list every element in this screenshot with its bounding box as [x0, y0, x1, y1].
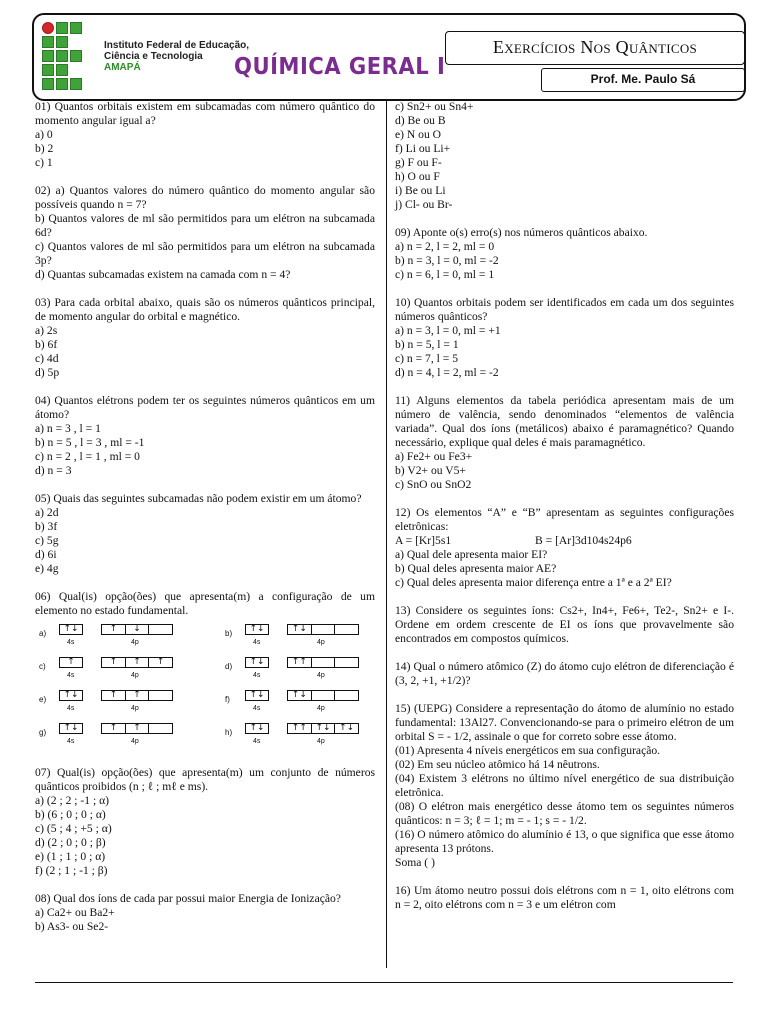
s-orbital-box [59, 624, 83, 635]
p-orbital-box [287, 690, 359, 701]
s-orbital-box [245, 690, 269, 701]
s-label: 4s [253, 672, 261, 679]
spin-arrows: ↑↓ [249, 657, 265, 667]
diagram-letter: b) [225, 629, 233, 638]
diagram-letter: d) [225, 662, 233, 671]
p-label: 4p [317, 738, 325, 745]
diagram-letter: e) [39, 695, 47, 704]
spin-arrows: ↓ [126, 625, 150, 634]
spin-arrows: ↑ [67, 657, 75, 667]
question-09: 09) Aponte o(s) erro(s) nos números quânticos abaixo. a) n = 2, l = 2, ml = 0 b) n = 3, l = 0, ml = -2 c) n = 6, l = 0, ml = 1 [395, 226, 648, 281]
question-03: 03) Para cada orbital abaixo, quais são os números quânticos principal, de momento angular do orbital e magnético. a) 2s b) 6f c) 4d d) 5p [35, 296, 375, 379]
p-label: 4p [317, 672, 325, 679]
spin-arrows [335, 625, 358, 634]
spin-arrows: ↑ [126, 691, 150, 700]
p-label: 4p [317, 705, 325, 712]
orbital-diagram-h [225, 723, 405, 747]
p-label: 4p [131, 639, 139, 646]
spin-arrows: ↑ [126, 658, 150, 667]
p-orbital-box [101, 723, 173, 734]
question-07: 07) Qual(is) opção(ões) que apresenta(m) um conjunto de números quânticos proibidos (n ; ℓ ; mℓ e ms). a) (2 ; 2 ; -1 ; α) b) (6 ; 0 ; 0 ; α) c) (5 ; 4 ; +5 ; α) d) (2 ; 0 ; 0 ; β) e) (1 ; 1 ; 0 ; α) f) (2 ; 1 ; -1 ; β) [35, 766, 375, 877]
professor-name: Prof. Me. Paulo Sá [541, 68, 745, 92]
question-14: 14) Qual o número atômico (Z) do átomo cujo elétron de diferenciação é (3, 2, +1, +1/2)? [395, 660, 734, 687]
spin-arrows: ↑ [126, 724, 150, 733]
p-label: 4p [317, 639, 325, 646]
s-orbital-box [245, 624, 269, 635]
p-orbital-box [101, 624, 173, 635]
question-10: 10) Quantos orbitais podem ser identificados em cada um dos seguintes números quânticos? a) n = 3, l = 0, ml = +1 b) n = 5, l = 1 c) n = 7, l = 5 d) n = 4, l = 2, ml = -2 [395, 296, 734, 379]
spin-arrows: ↑↓ [63, 690, 79, 700]
s-label: 4s [67, 672, 75, 679]
institute-logo [42, 22, 98, 98]
spin-arrows: ↑ [102, 724, 126, 733]
p-orbital-box [287, 624, 359, 635]
institute-line-3: AMAPÁ [104, 62, 141, 73]
s-orbital-box [245, 723, 269, 734]
spin-arrows: ↑ [102, 691, 126, 700]
orbital-diagram-c [39, 657, 219, 681]
p-orbital-box [101, 657, 173, 668]
orbital-diagram-f [225, 690, 405, 714]
spin-arrows: ↑↓ [63, 723, 79, 733]
orbital-diagram-e [39, 690, 219, 714]
spin-arrows: ↑↓ [288, 691, 312, 700]
question-04: 04) Quantos elétrons podem ter os seguintes números quânticos em um átomo? a) n = 3 , l = 1 b) n = 5 , l = 3 , ml = -1 c) n = 2 , l = 1 , ml = 0 d) n = 3 [35, 394, 375, 477]
spin-arrows [149, 625, 172, 634]
spin-arrows [312, 625, 336, 634]
orbital-diagrams [35, 624, 375, 754]
orbital-diagram-g [39, 723, 219, 747]
question-16: 16) Um átomo neutro possui dois elétrons com n = 1, oito elétrons com n = 2, oito elétrons com n = 3 e um elétron com [395, 884, 734, 911]
spin-arrows: ↑ [156, 657, 165, 667]
configurations-row: A = [Kr]5s1 B = [Ar]3d104s24p6 [395, 534, 632, 547]
orbital-diagram-b [225, 624, 405, 648]
s-label: 4s [67, 705, 75, 712]
spin-arrows: ↑↓ [63, 624, 79, 634]
spin-arrows [335, 658, 358, 667]
spin-arrows [335, 691, 358, 700]
s-orbital-box [245, 657, 269, 668]
diagram-letter: h) [225, 728, 233, 737]
s-orbital-box [59, 657, 83, 668]
worksheet-title-box [445, 31, 745, 65]
s-orbital-box [59, 723, 83, 734]
institute-line-1: Instituto Federal de Educação, [104, 40, 250, 51]
spin-arrows: ↑↓ [288, 625, 312, 634]
diagram-letter: c) [39, 662, 46, 671]
orbital-diagram-d [225, 657, 405, 681]
worksheet-title: Exercícios Nos Quânticos [492, 37, 698, 57]
question-12: 12) Os elementos “A” e “B” apresentam as seguintes configurações eletrônicas: A = [Kr]5s1 B = [Ar]3d104s24p6 a) Qual dele apresenta maior EI? b) Qual deles apresenta maior AE? c) Qual deles apresenta maior diferença entre a 1ª e a 2ª EI? [395, 506, 734, 589]
p-label: 4p [131, 705, 139, 712]
s-orbital-box [59, 690, 83, 701]
spin-arrows: ↑↑ [288, 658, 312, 667]
s-label: 4s [67, 639, 75, 646]
spin-arrows [312, 691, 336, 700]
question-02: 02) a) Quantos valores do número quântico do momento angular são possíveis quando n = 7? b) Quantos valores de ml são permitidos para um elétron na subcamada 6d? c) Quantos valores de ml são permitidos para um elétron na subcamada 3p? d) Quantas subcamadas existem na camada com n = 4? [35, 184, 375, 281]
spin-arrows [149, 724, 172, 733]
institute-name [104, 40, 249, 73]
spin-arrows [312, 658, 336, 667]
p-label: 4p [131, 738, 139, 745]
question-08: 08) Qual dos íons de cada par possui maior Energia de Ionização? a) Ca2+ ou Ba2+ b) As3- ou Se2- [35, 892, 341, 933]
orbital-diagram-a [39, 624, 219, 648]
question-05: 05) Quais das seguintes subcamadas não podem existir em um átomo? a) 2d b) 3f c) 5g d) 6i e) 4g [35, 492, 362, 575]
p-orbital-box [101, 690, 173, 701]
s-label: 4s [67, 738, 75, 745]
course-title: QUÍMICA GERAL I [234, 54, 446, 80]
question-01: 01) Quantos orbitais existem em subcamadas com número quântico do momento angular igual a? a) 0 b) 2 c) 1 [35, 100, 375, 169]
s-label: 4s [253, 639, 261, 646]
page-header [32, 13, 746, 101]
left-column [35, 100, 375, 934]
s-label: 4s [253, 738, 261, 745]
spin-arrows: ↑↓ [249, 624, 265, 634]
spin-arrows: ↑↓ [249, 723, 265, 733]
right-column [395, 100, 734, 912]
spin-arrows: ↑↓ [312, 724, 336, 733]
question-13: 13) Considere os seguintes íons: Cs2+, In4+, Fe6+, Te2-, Sn2+ e I-. Ordene em ordem crescente de EI os íons que provavelmente são encontrados em compostos químicos. [395, 604, 734, 645]
spin-arrows: ↑↓ [249, 690, 265, 700]
spin-arrows: ↑↓ [339, 723, 355, 733]
spin-arrows: ↑ [102, 658, 126, 667]
spin-arrows: ↑↑ [288, 724, 312, 733]
spin-arrows [149, 691, 172, 700]
diagram-letter: g) [39, 728, 47, 737]
footer-rule [35, 982, 733, 983]
s-label: 4s [253, 705, 261, 712]
question-11: 11) Alguns elementos da tabela periódica apresentam mais de um número de valência, sendo denominados “elementos de valência variada”. Qual dos íons (metálicos) abaixo é paramagnético? Quando necessário, explique qual deles é mais paramagnético. a) Fe2+ ou Fe3+ b) V2+ ou V5+ c) SnO ou SnO2 [395, 394, 734, 491]
column-divider [386, 100, 387, 968]
p-label: 4p [131, 672, 139, 679]
diagram-letter: a) [39, 629, 47, 638]
question-08-continued: c) Sn2+ ou Sn4+ d) Be ou B e) N ou O f) Li ou Li+ g) F ou F- h) O ou F i) Be ou Li j) Cl- ou Br- [395, 100, 474, 211]
institute-line-2: Ciência e Tecnologia [104, 51, 203, 62]
question-15: 15) (UEPG) Considere a representação do átomo de alumínio no estado fundamental: 13Al27. Convencionando-se para o primeiro elétron de um orbital S = - 1/2, assinale o que for correto sobre esse átomo. (01) Apresenta 4 níveis energéticos em sua configuração. (02) Em seu núcleo atômico há 14 nêutrons. (04) Existem 3 elétrons no último nível energético de sua distribuição eletrônica. (08) O elétron mais energético desse átomo tem os seguintes números quânticos: n = 3; ℓ = 1; m = - 1; s = - 1/2. (16) O número atômico do alumínio é 13, o que significa que esse átomo apresenta 13 prótons. Soma ( ) [395, 702, 734, 869]
p-orbital-box [287, 723, 359, 734]
p-orbital-box [287, 657, 359, 668]
diagram-letter: f) [225, 695, 230, 704]
question-06: 06) Qual(is) opção(ões) que apresenta(m) a configuração de um elemento no estado fundamental. [35, 590, 375, 617]
spin-arrows: ↑ [102, 625, 126, 634]
